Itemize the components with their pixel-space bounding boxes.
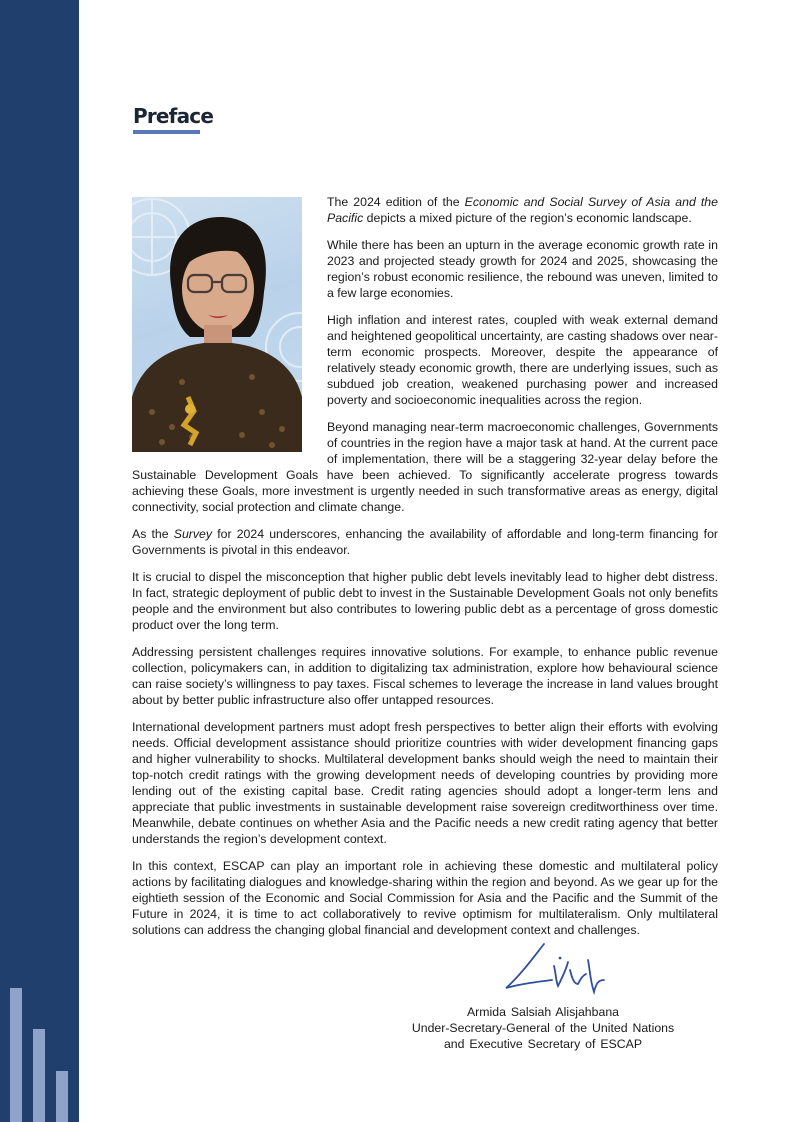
signatory-title: and Executive Secretary of ESCAP — [443, 1037, 643, 1051]
signatory-name: Armida Salsiah Alisjahbana — [466, 1005, 619, 1019]
paragraph: Beyond managing near-term macroeconomic challenges, Governments of countries in the region have a major task at hand. At the current pace of implementation, there will be a staggering 32-year delay before the Sustainable Development Goals have been achieved. To significantly accelerate progress towards achieving these Goals, more investment is urgently needed in such transformative areas as energy, digital connectivity, social protection and climate change. — [132, 420, 718, 514]
paragraph: High inflation and interest rates, coupled with weak external demand and heightened geopolitical uncertainty, are casting shadows over near-term economic prospects. Moreover, despite the appearance of relatively steady economic growth, there are underlying issues, such as subdued job creation, weakened purchasing power and increased poverty and socioeconomic inequalities across the region. — [327, 313, 718, 407]
paragraph: Addressing persistent challenges requires innovative solutions. For example, to enhance public revenue collection, policymakers can, in addition to digitalizing tax administration, explore how behavioural science can raise society’s willingness to pay taxes. Fiscal schemes to leverage the increase in land values brought about by better public infrastructure also offer untapped resources. — [132, 645, 718, 707]
paragraph — [132, 526, 718, 558]
paragraph: While there has been an upturn in the average economic growth rate in 2023 and projected steady growth for 2024 and 2025, showcasing the region’s robust economic resilience, the rebound was uneven, limited to a few large economies. — [327, 238, 718, 300]
signoff-block — [368, 1004, 718, 1052]
sidebar-bar-decoration — [10, 988, 22, 1122]
signatory-title: Under-Secretary-General of the United Nations — [411, 1021, 675, 1035]
publication-title: Survey — [173, 527, 213, 541]
signature-icon — [500, 940, 610, 1002]
sidebar-band — [0, 0, 79, 1122]
heading-underline — [133, 130, 200, 134]
preface-body — [132, 194, 718, 949]
photo-float-spacer — [132, 194, 302, 456]
sidebar-bar-decoration — [33, 1029, 45, 1122]
paragraph-text: for 2024 underscores, enhancing the availability of affordable and long-term financing for Governments is pivotal in this endeavor. — [132, 527, 719, 557]
paragraph-text: depicts a mixed picture of the region’s economic landscape. — [363, 211, 692, 225]
paragraph: International development partners must adopt fresh perspectives to better align their efforts with evolving needs. Official development assistance should prioritize countries with wider development financing gaps and higher vulnerability to shocks. Multilateral development banks should weigh the need to maintain their top-notch credit ratings with the growing development needs of developing countries by providing more lending out of the existing capital base. Credit rating agencies should adopt a longer-term lens and appreciate that public investments in sustainable development raise sovereign creditworthiness over time. Meanwhile, debate continues on whether Asia and the Pacific needs a new credit rating agency that better understands the region’s development context. — [132, 720, 718, 846]
paragraph-text: As the — [132, 527, 174, 541]
paragraph: It is crucial to dispel the misconception that higher public debt levels inevitably lead to higher debt distress. In fact, strategic deployment of public debt to invest in the Sustainable Development Goals not only benefits people and the environment but also contributes to lowering public debt as a percentage of gross domestic product over the long term. — [132, 570, 718, 632]
paragraph-text: The 2024 edition of the — [327, 195, 465, 209]
handwritten-signature — [500, 940, 610, 1007]
sidebar-bar-decoration — [56, 1071, 68, 1122]
publication-title: Economic and Social Survey of Asia and the Pacific — [327, 195, 718, 225]
paragraph: In this context, ESCAP can play an important role in achieving these domestic and multilateral policy actions by facilitating dialogues and knowledge-sharing within the region and beyond. As we gear up for the eightieth session of the Economic and Social Commission for Asia and the Pacific and the Summit of the Future in 2024, it is time to act collaboratively to revive optimism for multilateralism. Only multilateral solutions can address the changing global financial and development context and challenges. — [132, 859, 718, 937]
page-title: Preface — [133, 104, 214, 128]
